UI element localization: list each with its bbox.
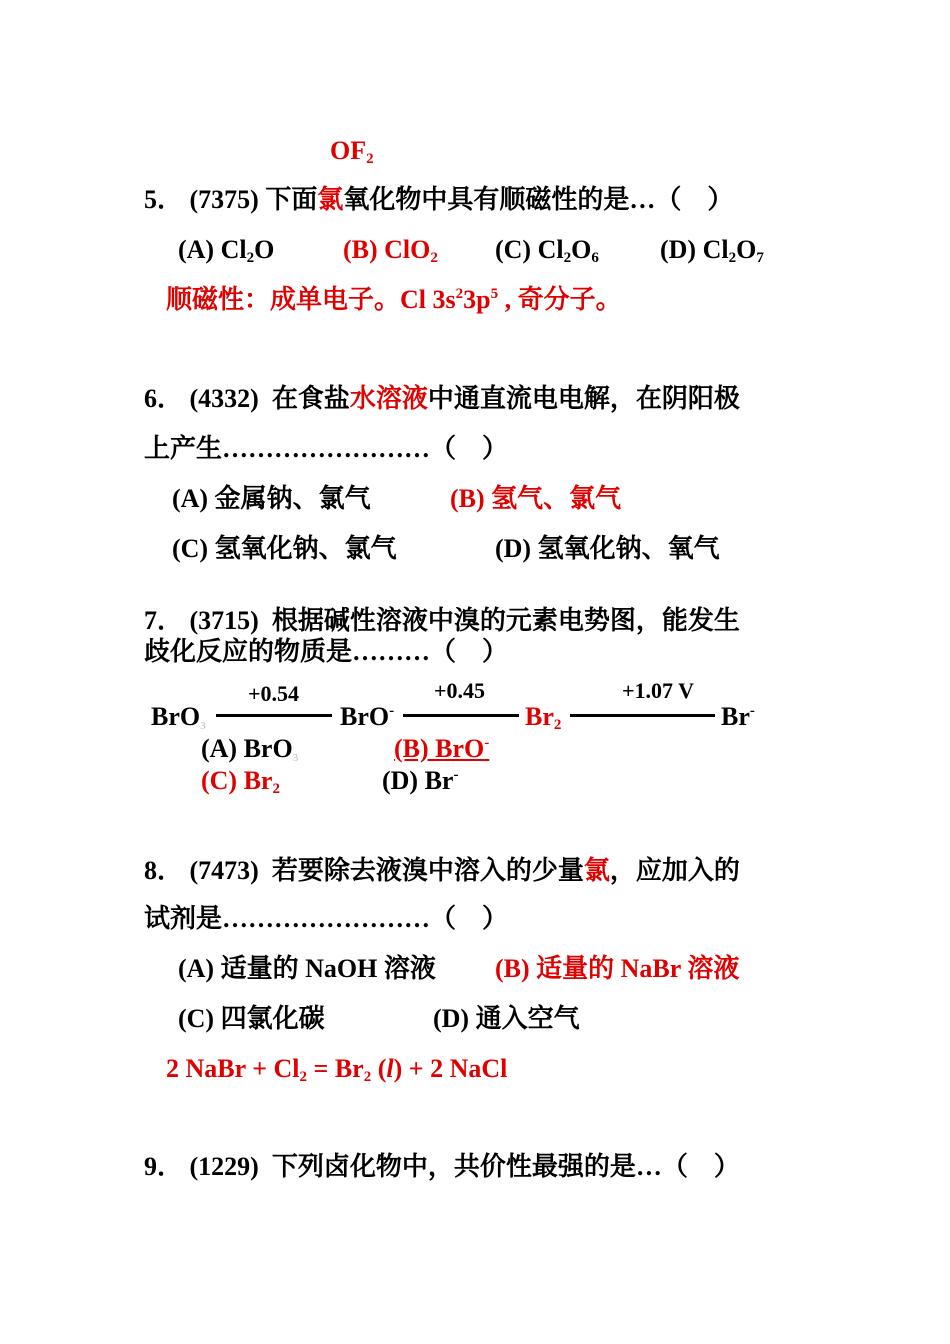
q8-option-b-correct: (B) 适量的 NaBr 溶液 [495, 954, 740, 983]
q8-equation: 2 NaBr + $Cl_2 = Br_2$ (l) + 2 NaCl [166, 1054, 508, 1085]
q8-stem: 8． (7473) 若要除去液溴中溶入的少量氯，应加入的 [144, 856, 740, 885]
q6-stem: 6． (4332) 在食盐水溶液中通直流电电解，在阴阳极 [144, 384, 740, 413]
potential-1: +0.54 [248, 681, 300, 706]
q7-stem: 7． (3715) 根据碱性溶液中溴的元素电势图，能发生 [144, 606, 740, 635]
species-bromate: BrO3 [151, 702, 206, 732]
q6-option-c: (C) 氢氧化钠、氯气 [172, 534, 397, 563]
q5-number: 5． [144, 185, 184, 214]
q5-highlight: 氯 [317, 185, 344, 214]
q6-option-a: (A) 金属钠、氯气 [172, 484, 371, 513]
q5-option-d: (D) $Cl_2O_7$ [660, 235, 764, 266]
q8-stem-line2: 试剂是……………………（ ） [144, 904, 509, 933]
arrow-line-1 [216, 714, 332, 717]
q5-stem: 5． (7375) 下面氯氧化物中具有顺磁性的是…（ ） [144, 185, 734, 214]
q7-option-a: (A) BrO3 [201, 734, 299, 764]
species-bromide: Br- [721, 702, 755, 731]
q7-option-b-correct: (B) BrO- [394, 734, 490, 763]
q8-option-a: (A) 适量的 NaOH 溶液 [178, 954, 436, 983]
q9-code: (1229) [189, 1152, 259, 1181]
q7-option-d: (D) Br- [382, 766, 459, 795]
q6-option-d: (D) 氢氧化钠、氧气 [495, 534, 720, 563]
q6-code: (4332) [189, 384, 259, 413]
potential-3: +1.07 V [622, 678, 695, 703]
q6-highlight: 水溶液 [349, 384, 428, 413]
arrow-line-2 [403, 714, 519, 717]
q7-stem-line2: 歧化反应的物质是………（ ） [144, 637, 509, 666]
species-bromine: $Br_2$ [525, 702, 562, 733]
q5-option-b-correct: (B) ClO$_2$ [343, 235, 438, 266]
q8-number: 8． [144, 856, 184, 885]
top-answer: $OF_2$ [330, 136, 374, 167]
q5-code: (7375) [189, 185, 259, 214]
q7-code: (3715) [189, 606, 259, 635]
q9-stem: 9． (1229) 下列卤化物中，共价性最强的是…（ ） [144, 1152, 740, 1181]
q8-option-c: (C) 四氯化碳 [178, 1004, 325, 1033]
q8-highlight: 氯 [583, 856, 610, 885]
q8-option-d: (D) 通入空气 [433, 1004, 580, 1033]
q6-stem-line2: 上产生……………………（ ） [144, 434, 509, 463]
q6-option-b-correct: (B) 氢气、氯气 [450, 484, 622, 513]
q6-number: 6． [144, 384, 184, 413]
potential-2: +0.45 [434, 678, 486, 703]
q8-code: (7473) [189, 856, 259, 885]
species-hypobromite: BrO- [340, 702, 395, 731]
q5-explanation: 顺磁性：成单电子。Cl $3s^23p^5$ , 奇分子。 [166, 285, 622, 314]
q9-number: 9． [144, 1152, 184, 1181]
q5-option-a: (A) $Cl_2O$ [178, 235, 275, 266]
arrow-line-3 [570, 714, 715, 717]
q7-option-c-correct: (C) $Br_2$ [201, 766, 280, 797]
q5-option-c: (C) $Cl_2O_6$ [495, 235, 599, 266]
q7-number: 7． [144, 606, 184, 635]
